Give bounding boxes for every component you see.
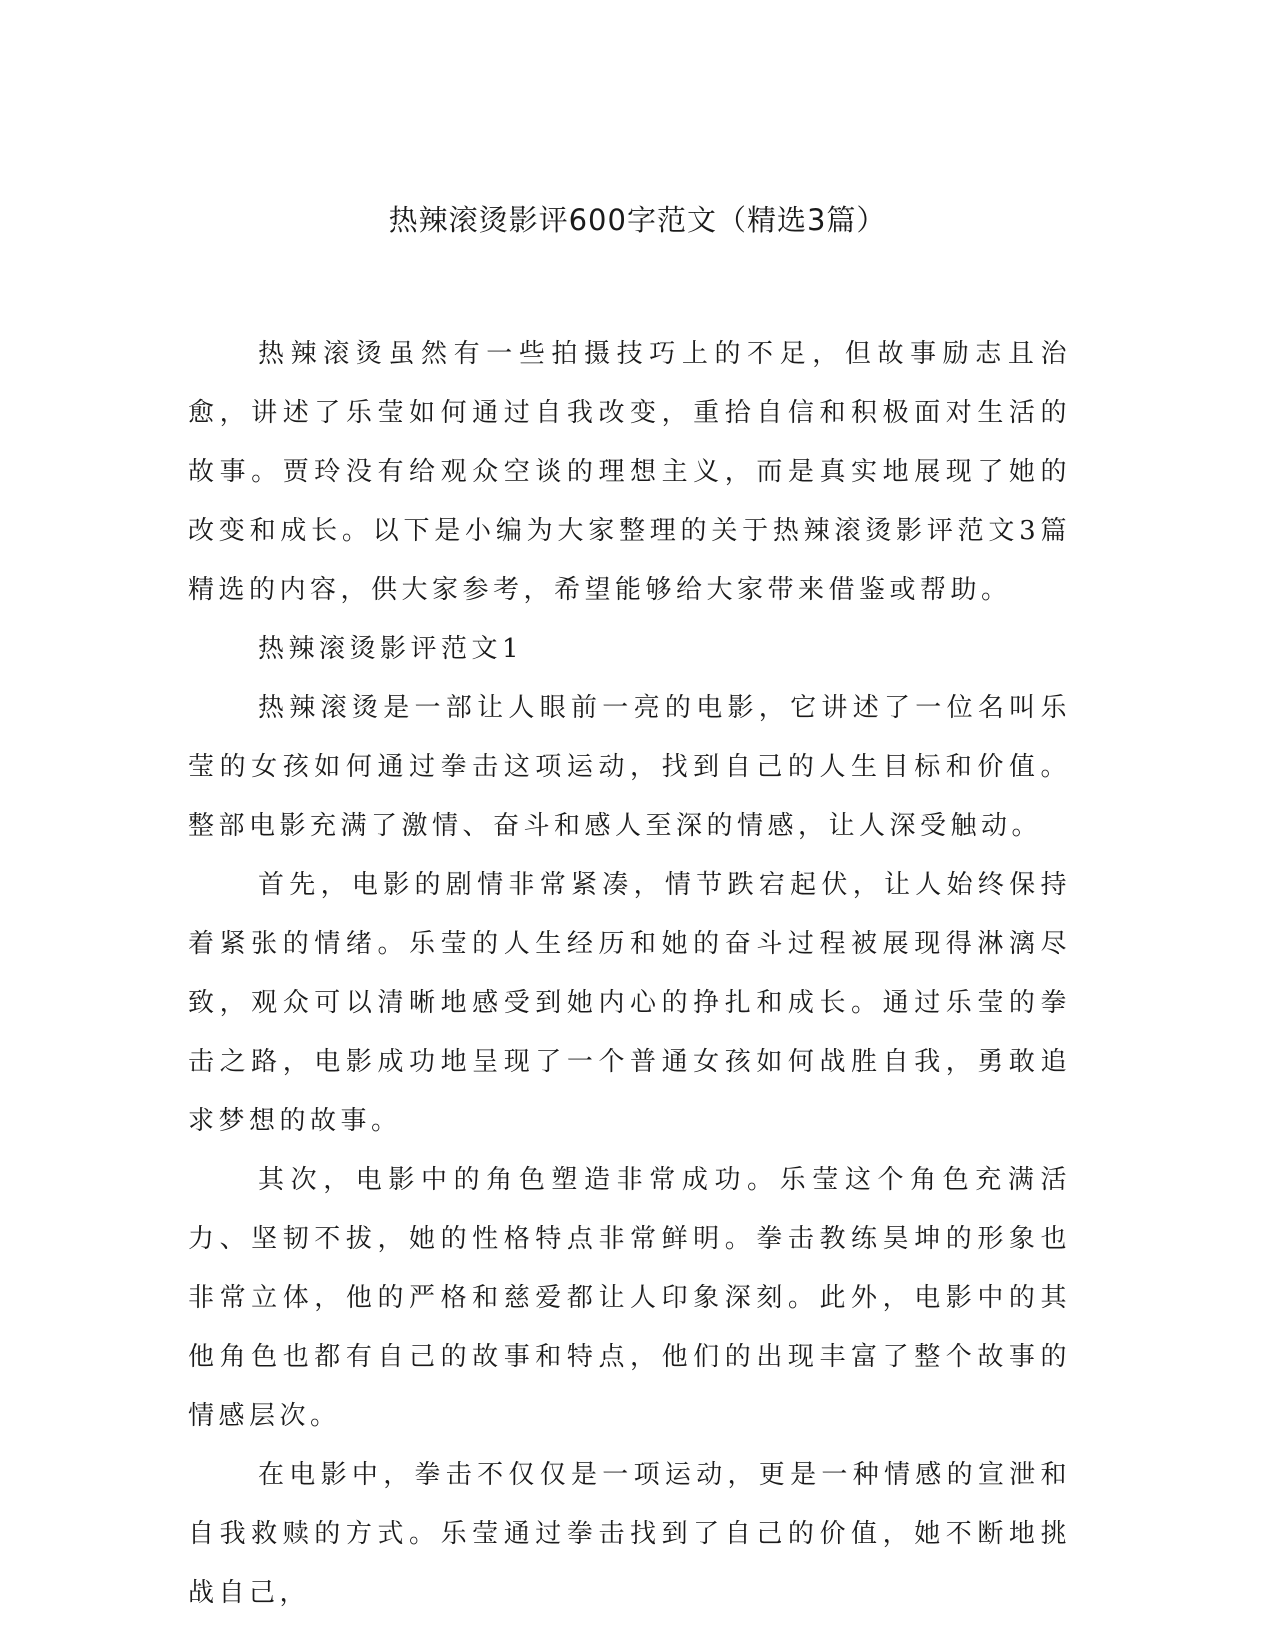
section-heading: 热辣滚烫影评范文1 [258,634,524,664]
document-title: 热辣滚烫影评600字范文（精选3篇） [388,203,887,237]
body-paragraph: 其次，电影中的角色塑造非常成功。乐莹这个角色充满活力、坚韧不拔，她的性格特点非常鲜明。拳击教练昊坤的形象也非常立体，他的严格和慈爱都让人印象深刻。此外，电影中的其他角色也都有自己的故事和特点，他们的出现丰富了整个故事的情感层次。 [188,1165,1071,1431]
body-paragraph: 热辣滚烫是一部让人眼前一亮的电影，它讲述了一位名叫乐莹的女孩如何通过拳击这项运动，找到自己的人生目标和价值。整部电影充满了激情、奋斗和感人至深的情感，让人深受触动。 [188,693,1071,841]
intro-paragraph: 热辣滚烫虽然有一些拍摄技巧上的不足，但故事励志且治愈，讲述了乐莹如何通过自我改变，重拾自信和积极面对生活的故事。贾玲没有给观众空谈的理想主义，而是真实地展现了她的改变和成长。以下是小编为大家整理的关于热辣滚烫影评范文3篇精选的内容，供大家参考，希望能够给大家带来借鉴或帮助。 [188,339,1071,605]
body-paragraph: 首先，电影的剧情非常紧凑，情节跌宕起伏，让人始终保持着紧张的情绪。乐莹的人生经历和她的奋斗过程被展现得淋漓尽致，观众可以清晰地感受到她内心的挣扎和成长。通过乐莹的拳击之路，电影成功地呈现了一个普通女孩如何战胜自我，勇敢追求梦想的故事。 [188,870,1071,1136]
document-body [188,325,1071,1623]
body-paragraph: 在电影中，拳击不仅仅是一项运动，更是一种情感的宣泄和自我救赎的方式。乐莹通过拳击找到了自己的价值，她不断地挑战自己， [188,1460,1071,1608]
